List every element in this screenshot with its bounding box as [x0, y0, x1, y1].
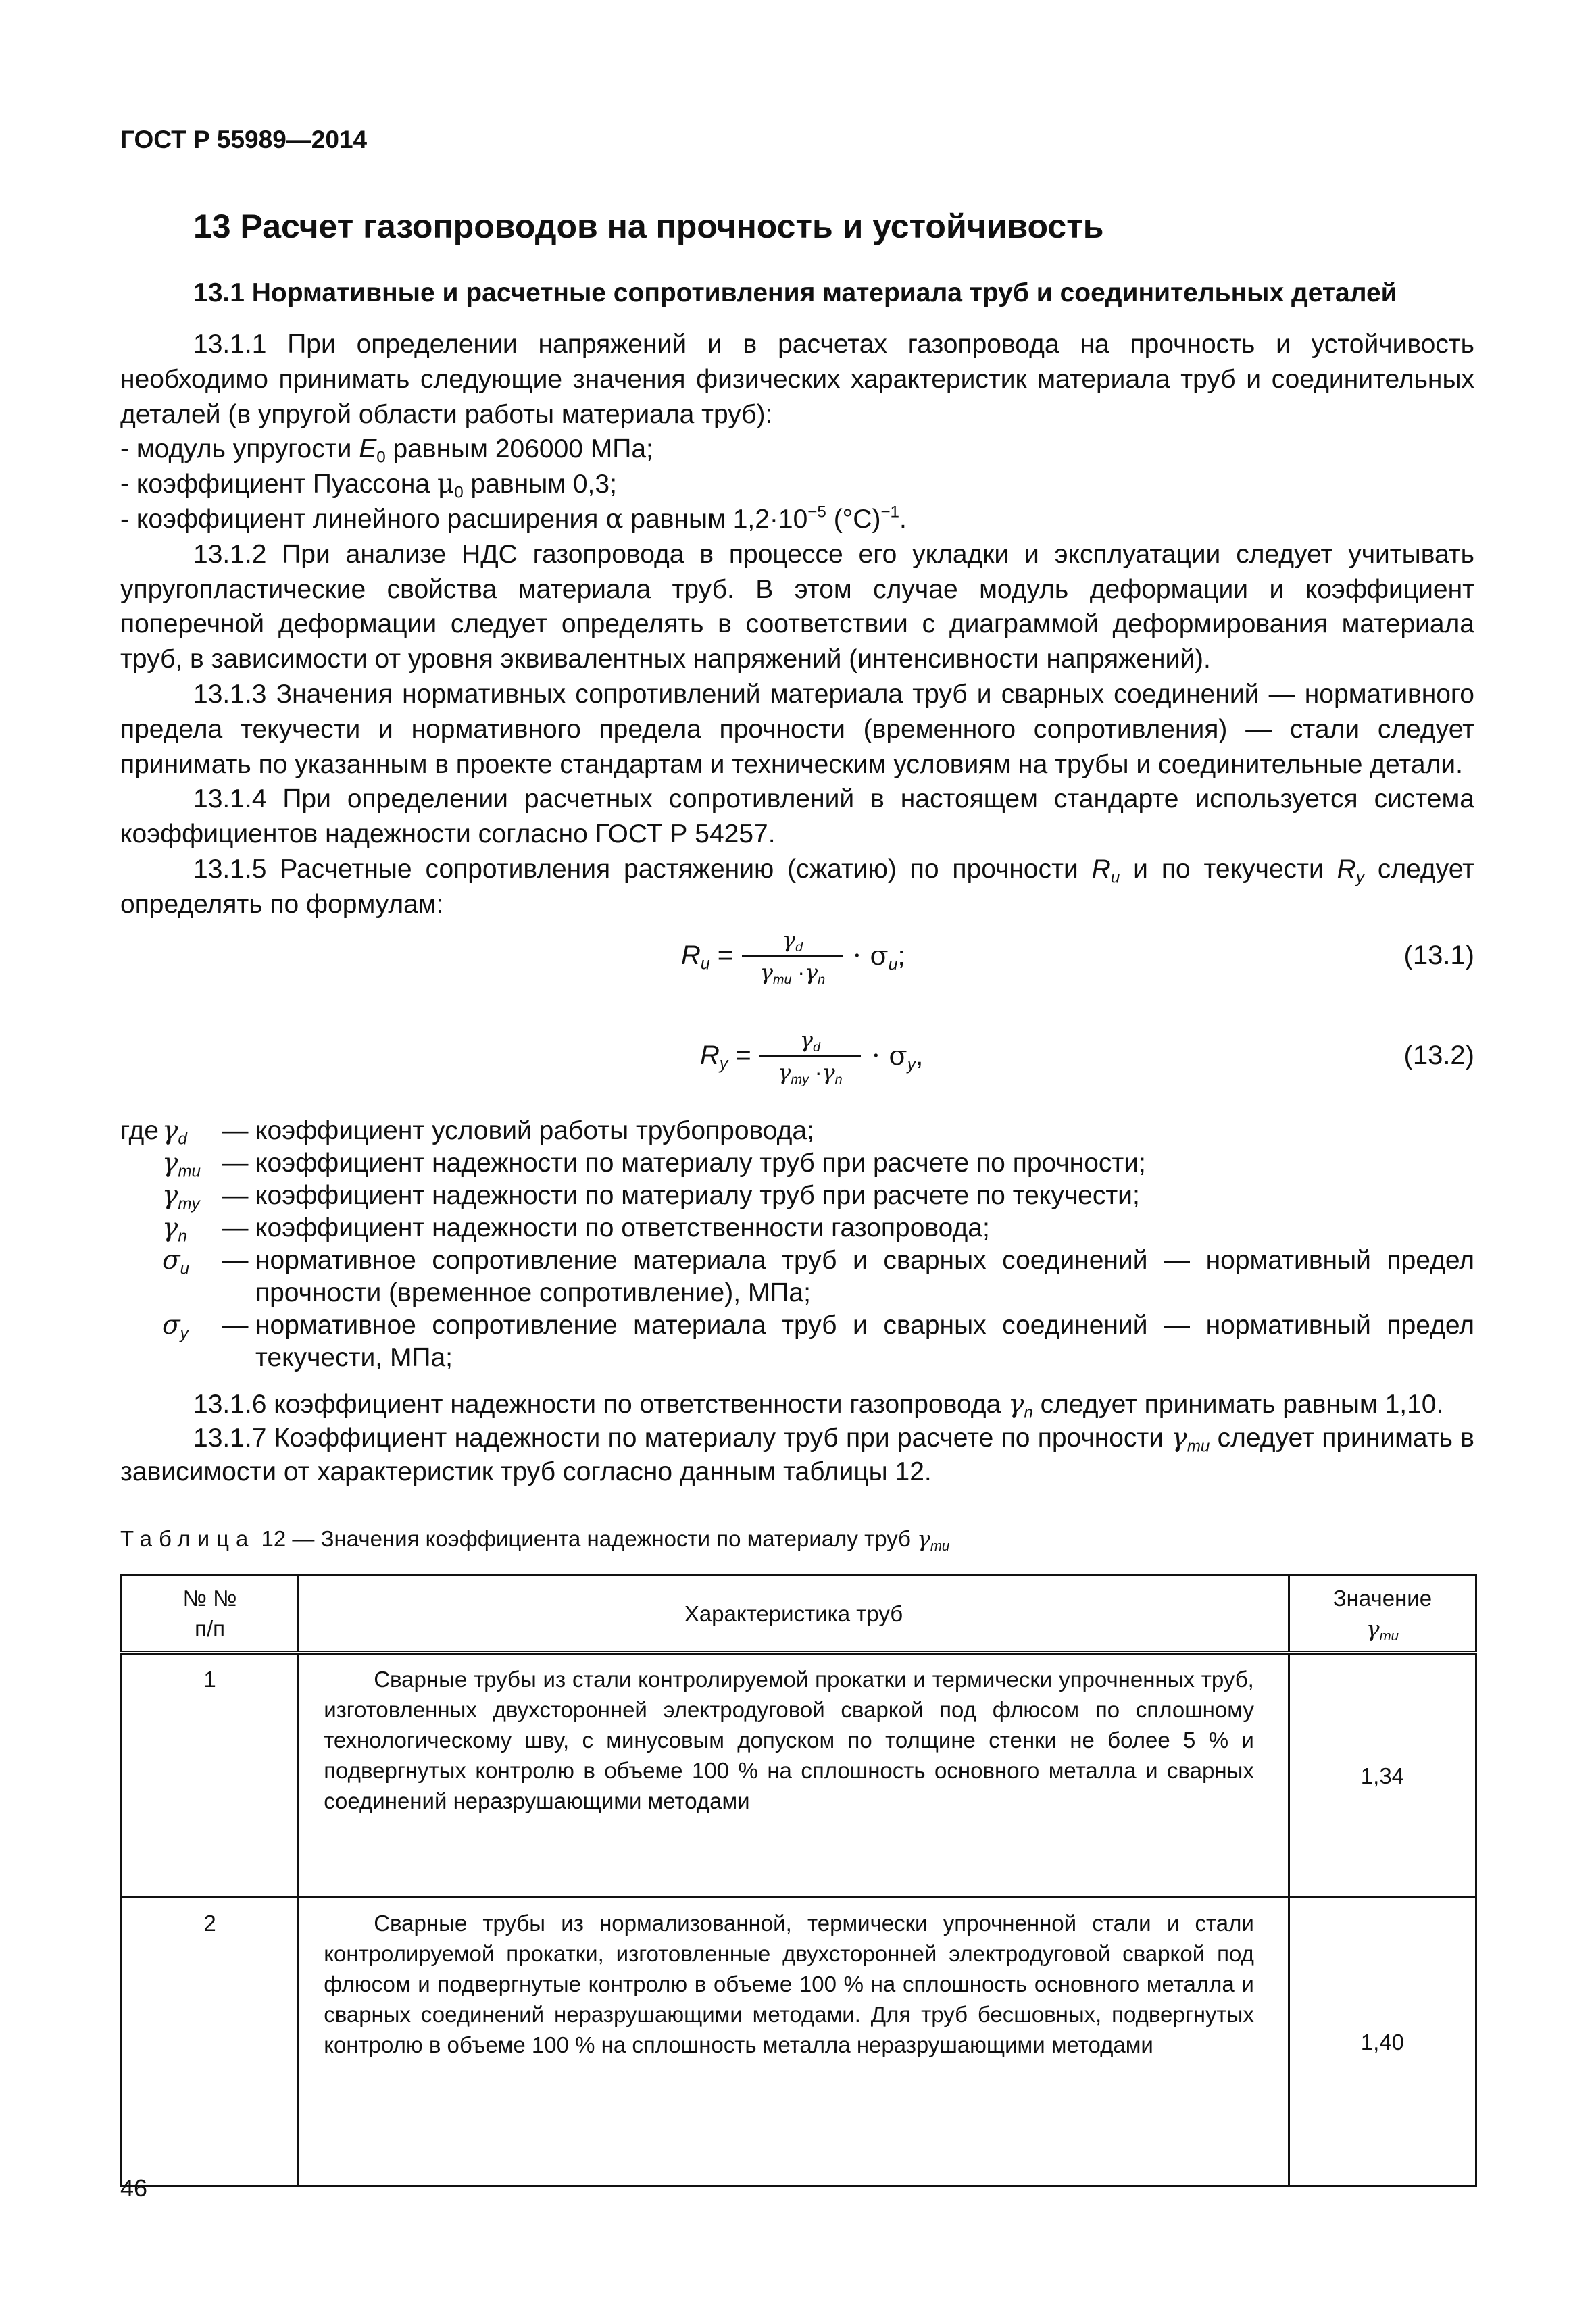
table-header-row	[122, 1576, 1476, 1653]
page-number: 46	[120, 2174, 148, 2202]
definition-row: $\gamma_n$ — коэффициент надежности по ответственности газопровода;	[162, 1213, 990, 1246]
body-text-top	[120, 327, 1474, 922]
bullet-poisson-ratio: - коэффициент Пуассона $\mu_0$ равным 0,3;	[120, 469, 617, 502]
table-row: 1 Сварные трубы из стали контролируемой прокатки и термически упрочненных труб, изготовленных двухсторонней электродуговой сваркой под флюсом по сплошному технологическому шву, с минусовым допуском по толщине стенки не более 5 % и подвергнутых контролю в объеме 100 % на сплошность основного металла и сварных соединений неразрушающими методами 1,34	[122, 1653, 1476, 1898]
table-12	[120, 1574, 1477, 2187]
equation-number-13-2: (13.2)	[1403, 1040, 1474, 1070]
header-value: Значение $\gamma_{mu}$	[1289, 1576, 1476, 1653]
header-characteristic: Характеристика труб	[299, 1576, 1289, 1653]
paragraph-13-1-1: 13.1.1 При определении напряжений и в расчетах газопровода на прочность и устойчивость необходимо принимать следующие значения физических характеристик материала труб и соединительных деталей (в упругой области работы материала труб):	[120, 330, 1474, 429]
bullet-elastic-modulus: - модуль упругости $E_0$ равным 206000 МПа;	[120, 434, 653, 467]
formula-13-1: $R_u$ = $\gamma_d$ $\gamma_{mu} \cdot\gamma_n$ · $\sigma_u$; (13.1)	[681, 927, 1474, 987]
header-number: № № п/п	[122, 1576, 299, 1653]
bullet-expansion-coefficient: - коэффициент линейного расширения α равным $1,2\cdot 10^{-5}$ $(^\circ C)^{-1}$.	[120, 503, 907, 534]
definition-row: $\gamma_{my}$ — коэффициент надежности по материалу труб при расчете по текучести;	[162, 1180, 1140, 1213]
formula-13-2: $R_y$ = $\gamma_d$ $\gamma_{my} \cdot\gamma_n$ · $\sigma_y$, (13.2)	[700, 1027, 1474, 1087]
definition-row: $\gamma_{mu}$ — коэффициент надежности по материалу труб при расчете по прочности;	[162, 1148, 1146, 1181]
table-caption: Таблица 12 — Значения коэффициента надежности по материалу труб $\gamma_{mu}$	[120, 1526, 950, 1555]
document-header: ГОСТ Р 55989—2014	[120, 126, 368, 153]
paragraph-13-1-3: 13.1.3 Значения нормативных сопротивлений материала труб и сварных соединений — нормативного предела текучести и нормативного предела прочности (временного сопротивления) — стали следует принимать по указанным в проекте стандартам и техническим условиям на трубы и соединительные детали.	[120, 679, 1474, 779]
paragraph-13-1-6: 13.1.6 коэффициент надежности по ответственности газопровода $\gamma_n$ следует принимать равным 1,10.	[193, 1389, 1444, 1422]
body-text-bottom	[120, 1388, 1474, 1489]
table-row: 2 Сварные трубы из нормализованной, термически упрочненной стали и стали контролируемой прокатки, изготовленные двухсторонней электродуговой сваркой под флюсом и подвергнутые контролю в объеме 100 % на сплошность основного металла и сварных соединений неразрушающими методами. Для труб бесшовных, подвергнутых контролю в объеме 100 % на сплошность металла неразрушающими методами 1,40	[122, 1898, 1476, 2186]
definition-row: где $\gamma_d$ — коэффициент условий работы трубопровода;	[120, 1115, 814, 1149]
definition-row: $\sigma_y$ — нормативное сопротивление материала труб и сварных соединений — нормативный предел текучести, МПа;	[162, 1310, 1474, 1372]
symbol-definitions	[120, 1115, 1474, 1374]
paragraph-13-1-4: 13.1.4 При определении расчетных сопротивлений в настоящем стандарте используется система коэффициентов надежности согласно ГОСТ Р 54257.	[120, 784, 1474, 849]
paragraph-13-1-7: 13.1.7 Коэффициент надежности по материалу труб при расчете по прочности $\gamma_{mu}$ следует принимать в зависимости от характеристик труб согласно данным таблицы 12.	[120, 1423, 1474, 1486]
paragraph-13-1-2: 13.1.2 При анализе НДС газопровода в процессе его укладки и эксплуатации следует учитывать упругопластические свойства материала труб. В этом случае модуль деформации и коэффициент поперечной деформации следует определять в соответствии с диаграммой деформирования материала труб, в зависимости от уровня эквивалентных напряжений (интенсивности напряжений).	[120, 539, 1474, 674]
paragraph-13-1-5: 13.1.5 Расчетные сопротивления растяжению (сжатию) по прочности $R_u$ и по текучести $R_y$ следует определять по формулам:	[120, 854, 1474, 919]
definition-row: $\sigma_u$ — нормативное сопротивление материала труб и сварных соединений — нормативный предел прочности (временное сопротивление), МПа;	[162, 1245, 1474, 1307]
equation-number-13-1: (13.1)	[1403, 940, 1474, 970]
subsection-title: 13.1 Нормативные и расчетные сопротивления материала труб и соединительных деталей	[193, 278, 1397, 307]
formula-13-2-fraction: $\gamma_d$ $\gamma_{my} \cdot\gamma_n$	[759, 1027, 861, 1085]
section-title: 13 Расчет газопроводов на прочность и устойчивость	[193, 207, 1104, 245]
formula-13-1-fraction: $\gamma_d$ $\gamma_{mu} \cdot\gamma_n$	[742, 927, 843, 985]
